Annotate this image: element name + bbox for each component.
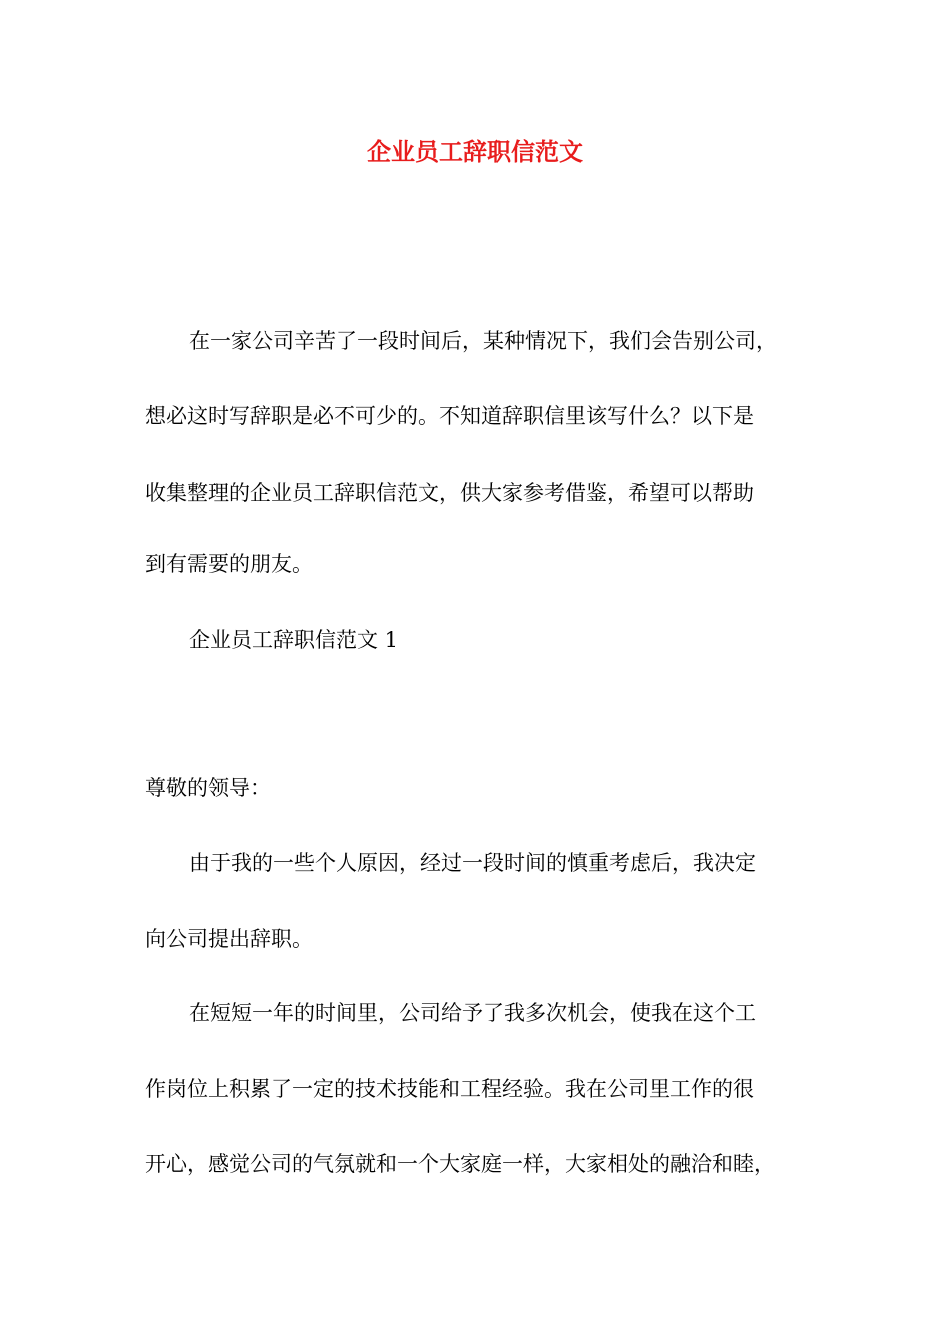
body-line-2: 向公司提出辞职。 [145,927,313,951]
salutation: 尊敬的领导： [145,776,271,800]
body-line-5: 开心，感觉公司的气氛就和一个大家庭一样，大家相处的融洽和睦， [145,1152,775,1176]
body-line-4: 作岗位上积累了一定的技术技能和工程经验。我在公司里工作的很 [145,1077,754,1101]
body-line-1: 由于我的一些个人原因，经过一段时间的慎重考虑后，我决定 [189,851,756,875]
intro-line-4: 到有需要的朋友。 [145,552,313,576]
intro-line-2: 想必这时写辞职是必不可少的。不知道辞职信里该写什么？以下是 [145,404,754,428]
intro-line-3: 收集整理的企业员工辞职信范文，供大家参考借鉴，希望可以帮助 [145,481,754,505]
section-heading: 企业员工辞职信范文 1 [189,628,399,652]
document-title: 企业员工辞职信范文 [367,137,583,166]
intro-line-1: 在一家公司辛苦了一段时间后，某种情况下，我们会告别公司， [189,329,777,353]
body-line-3: 在短短一年的时间里，公司给予了我多次机会，使我在这个工 [189,1001,756,1025]
